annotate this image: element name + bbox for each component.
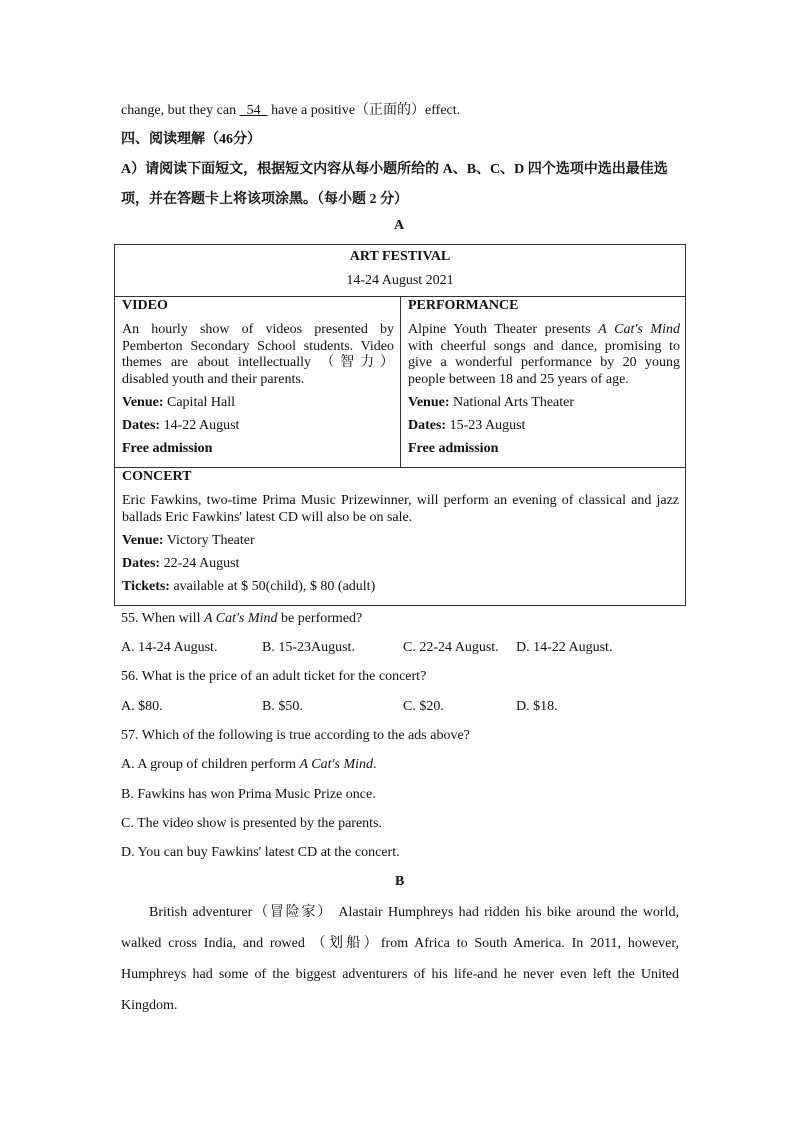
passage-a-label: A bbox=[394, 218, 405, 233]
performance-venue: Venue: National Arts Theater bbox=[408, 395, 575, 410]
q56-option-c: C. $20. bbox=[403, 699, 444, 714]
instruction-line-2: 项，并在答题卡上将该项涂黑。（每小题 2 分） bbox=[121, 192, 408, 207]
performance-dates: Dates: 15-23 August bbox=[408, 418, 526, 433]
concert-heading: CONCERT bbox=[122, 469, 192, 484]
table-column-divider bbox=[400, 297, 401, 467]
answer-blank-54: 54 bbox=[246, 103, 261, 118]
q56-option-d: D. $18. bbox=[516, 699, 558, 714]
festival-dates: 14-24 August 2021 bbox=[346, 273, 454, 288]
q56-option-a: A. $80. bbox=[121, 699, 163, 714]
section-title: 四、阅读理解（46分） bbox=[121, 132, 261, 147]
concert-tickets: Tickets: available at $ 50(child), $ 80 (adult) bbox=[122, 579, 376, 594]
concert-description: Eric Fawkins, two-time Prima Music Prizewinner, will perform an evening of classical and jazz ballads Eric Fawkins' latest CD will also be on sale. bbox=[122, 493, 679, 525]
q55-option-b: B. 15-23August. bbox=[262, 640, 355, 655]
passage-b-text: British adventurer（冒险家） Alastair Humphreys had ridden his bike around the world, walked cross India, and rowed （划船）from Africa to South America. In 2011, however, Humphreys had some of the biggest adventurers of his life-and he never even left the United Kingdom. bbox=[121, 905, 679, 1013]
header-line bbox=[121, 99, 460, 119]
question-55: 55. When will A Cat's Mind be performed? bbox=[121, 611, 363, 626]
question-56: 56. What is the price of an adult ticket for the concert? bbox=[121, 669, 427, 684]
q57-option-c: C. The video show is presented by the parents. bbox=[121, 816, 383, 831]
video-venue: Venue: Capital Hall bbox=[122, 395, 236, 410]
header-line-after: have a positive（正面的）effect. bbox=[271, 103, 461, 118]
header-line-before: change, but they can bbox=[121, 103, 237, 118]
concert-dates: Dates: 22-24 August bbox=[122, 556, 240, 571]
video-heading: VIDEO bbox=[122, 298, 168, 313]
performance-heading: PERFORMANCE bbox=[408, 298, 519, 313]
q57-option-d: D. You can buy Fawkins' latest CD at the concert. bbox=[121, 845, 400, 860]
q57-option-a: A. A group of children perform A Cat's Mind. bbox=[121, 757, 377, 772]
q55-option-c: C. 22-24 August. bbox=[403, 640, 499, 655]
video-cell bbox=[122, 297, 394, 457]
q55-option-d: D. 14-22 August. bbox=[516, 640, 613, 655]
video-dates: Dates: 14-22 August bbox=[122, 418, 240, 433]
q56-option-b: B. $50. bbox=[262, 699, 303, 714]
art-festival-table bbox=[114, 244, 686, 606]
performance-admission: Free admission bbox=[408, 441, 499, 456]
passage-b-label: B bbox=[395, 874, 405, 889]
performance-cell bbox=[408, 297, 680, 457]
q57-option-b: B. Fawkins has won Prima Music Prize once. bbox=[121, 787, 376, 802]
video-description: An hourly show of videos presented by Pemberton Secondary School students. Video themes are about intellectually （智力） disabled youth and their parents. bbox=[122, 322, 394, 387]
q55-option-a: A. 14-24 August. bbox=[121, 640, 218, 655]
question-57: 57. Which of the following is true according to the ads above? bbox=[121, 728, 470, 743]
concert-venue: Venue: Victory Theater bbox=[122, 533, 255, 548]
instruction-line-1: A）请阅读下面短文，根据短文内容从每小题所给的 A、B、C、D 四个选项中选出最佳选 bbox=[121, 162, 668, 177]
video-admission: Free admission bbox=[122, 441, 213, 456]
concert-cell bbox=[122, 468, 679, 595]
performance-description: Alpine Youth Theater presents A Cat's Mind with cheerful songs and dance, promising to give a wonderful performance by 20 young people between 18 and 25 years of age. bbox=[408, 322, 680, 387]
festival-title: ART FESTIVAL bbox=[349, 249, 451, 264]
